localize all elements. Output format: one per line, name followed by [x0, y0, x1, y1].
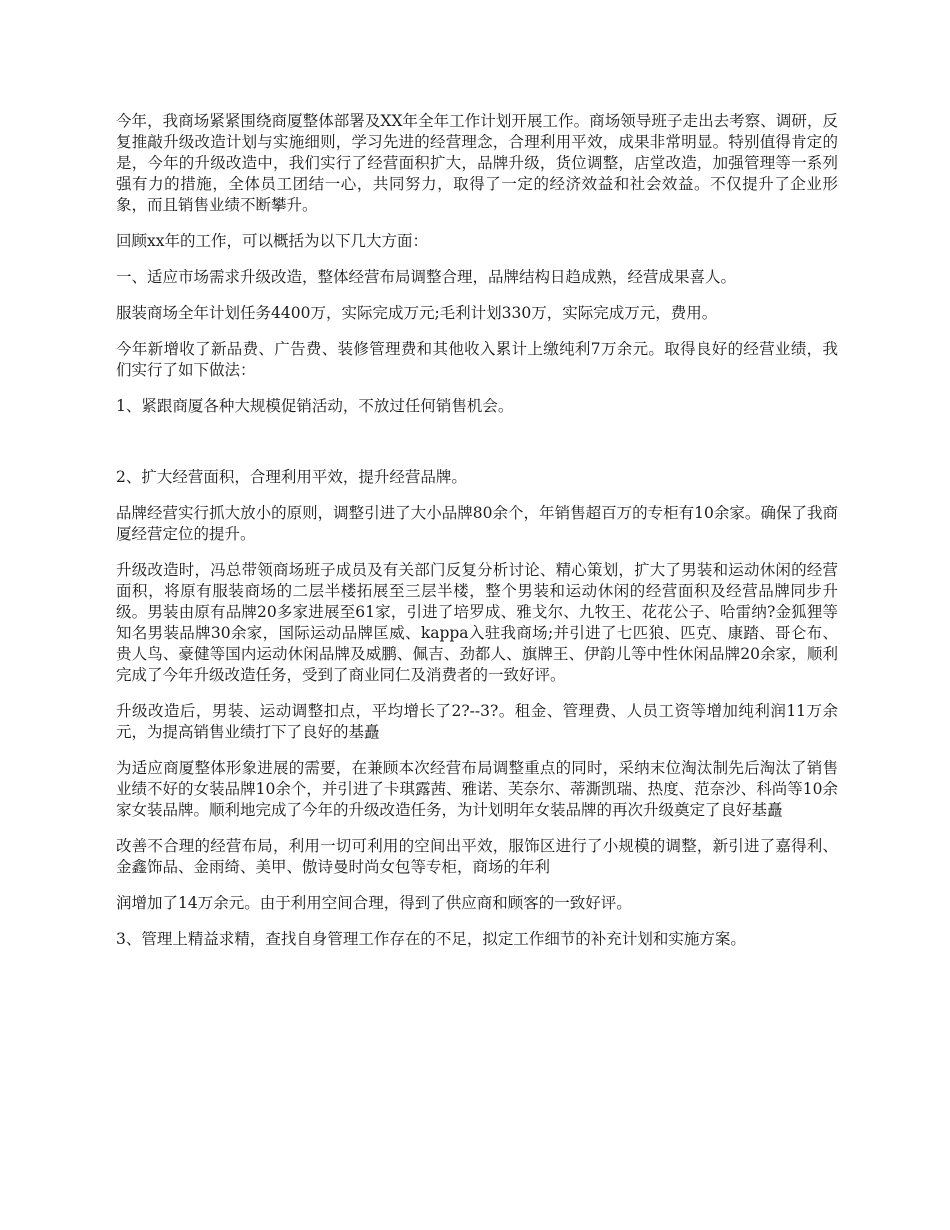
paragraph-profit-increase: 润增加了14万余元。由于利用空间合理，得到了供应商和顾客的一致好评。 [116, 894, 632, 912]
paragraph-item-3: 3、管理上精益求精，查找自身管理工作存在的不足，拟定工作细节的补充计划和实施方案。 [116, 930, 746, 948]
paragraph-upgrade-menswear: 升级改造时，冯总带领商场班子成员及有关部门反复分析讨论、精心策划，扩大了男装和运动休闲的经营面积，将原有服装商场的二层半楼拓展至三层半楼，整个男装和运动休闲的经营面积及经营品牌同步升级。男装由原有品牌20多家进展至61家，引进了培罗成、雅戈尔、九牧王、花花公子、哈雷纳?金狐狸等知名男装品牌30余家，国际运动品牌匡威、kappa入驻我商场;并引进了七匹狼、匹克、康踏、哥仑布、贵人鸟、豪健等国内运动休闲品牌及威鹏、佩吉、劲都人、旗牌王、伊韵儿等中性休闲品牌20余家，顺利完成了今年升级改造任务，受到了商业同仁及消费者的一致好评。 [116, 561, 838, 684]
paragraph-brand-strategy: 品牌经营实行抓大放小的原则，调整引进了大小品牌80余个，年销售超百万的专柜有10余家。确保了我商厦经营定位的提升。 [116, 504, 838, 543]
paragraph-item-1: 1、紧跟商厦各种大规模促销活动，不放过任何销售机会。 [116, 397, 514, 415]
paragraph-womenswear: 为适应商厦整体形象进展的需要，在兼顾本次经营布局调整重点的同时，采纳末位淘汰制先后淘汰了销售业绩不好的女装品牌10余个，并引进了卡琪露茜、雅诺、芙奈尔、蒂澌凯瑞、热度、范奈沙、科尚等10余家女装品牌。顺利地完成了今年的升级改造任务，为计划明年女装品牌的再次升级奠定了良好基矗 [116, 759, 838, 819]
paragraph-after-upgrade: 升级改造后，男装、运动调整扣点，平均增长了2?--3?。租金、管理费、人员工资等增加纯利润11万余元，为提高销售业绩打下了良好的基矗 [116, 702, 838, 741]
paragraph-layout-improvement: 改善不合理的经营布局，利用一切可利用的空间出平效，服饰区进行了小规模的调整，新引进了嘉得利、金鑫饰品、金雨绮、美甲、傲诗曼时尚女包等专柜，商场的年利 [116, 837, 838, 876]
paragraph-section-1-heading: 一、适应市场需求升级改造，整体经营布局调整合理，品牌结构日趋成熟，经营成果喜人。 [116, 268, 737, 286]
paragraph-new-income: 今年新增收了新品费、广告费、装修管理费和其他收入累计上缴纯利7万余元。取得良好的经营业绩，我们实行了如下做法： [116, 340, 838, 379]
document-body [116, 111, 838, 965]
paragraph-sales-plan: 服装商场全年计划任务4400万，实际完成万元;毛利计划330万，实际完成万元，费用。 [116, 304, 718, 322]
paragraph-item-2: 2、扩大经营面积，合理利用平效，提升经营品牌。 [116, 468, 467, 486]
paragraph-review: 回顾xx年的工作，可以概括为以下几大方面： [116, 232, 428, 250]
paragraph-intro: 今年，我商场紧紧围绕商厦整体部署及XX年全年工作计划开展工作。商场领导班子走出去考察、调研，反复推敲升级改造计划与实施细则，学习先进的经营理念，合理利用平效，成果非常明显。特别值得肯定的是，今年的升级改造中，我们实行了经营面积扩大，品牌升级，货位调整，店堂改造，加强管理等一系列强有力的措施，全体员工团结一心，共同努力，取得了一定的经济效益和社会效益。不仅提升了企业形象，而且销售业绩不断攀升。 [116, 112, 838, 214]
